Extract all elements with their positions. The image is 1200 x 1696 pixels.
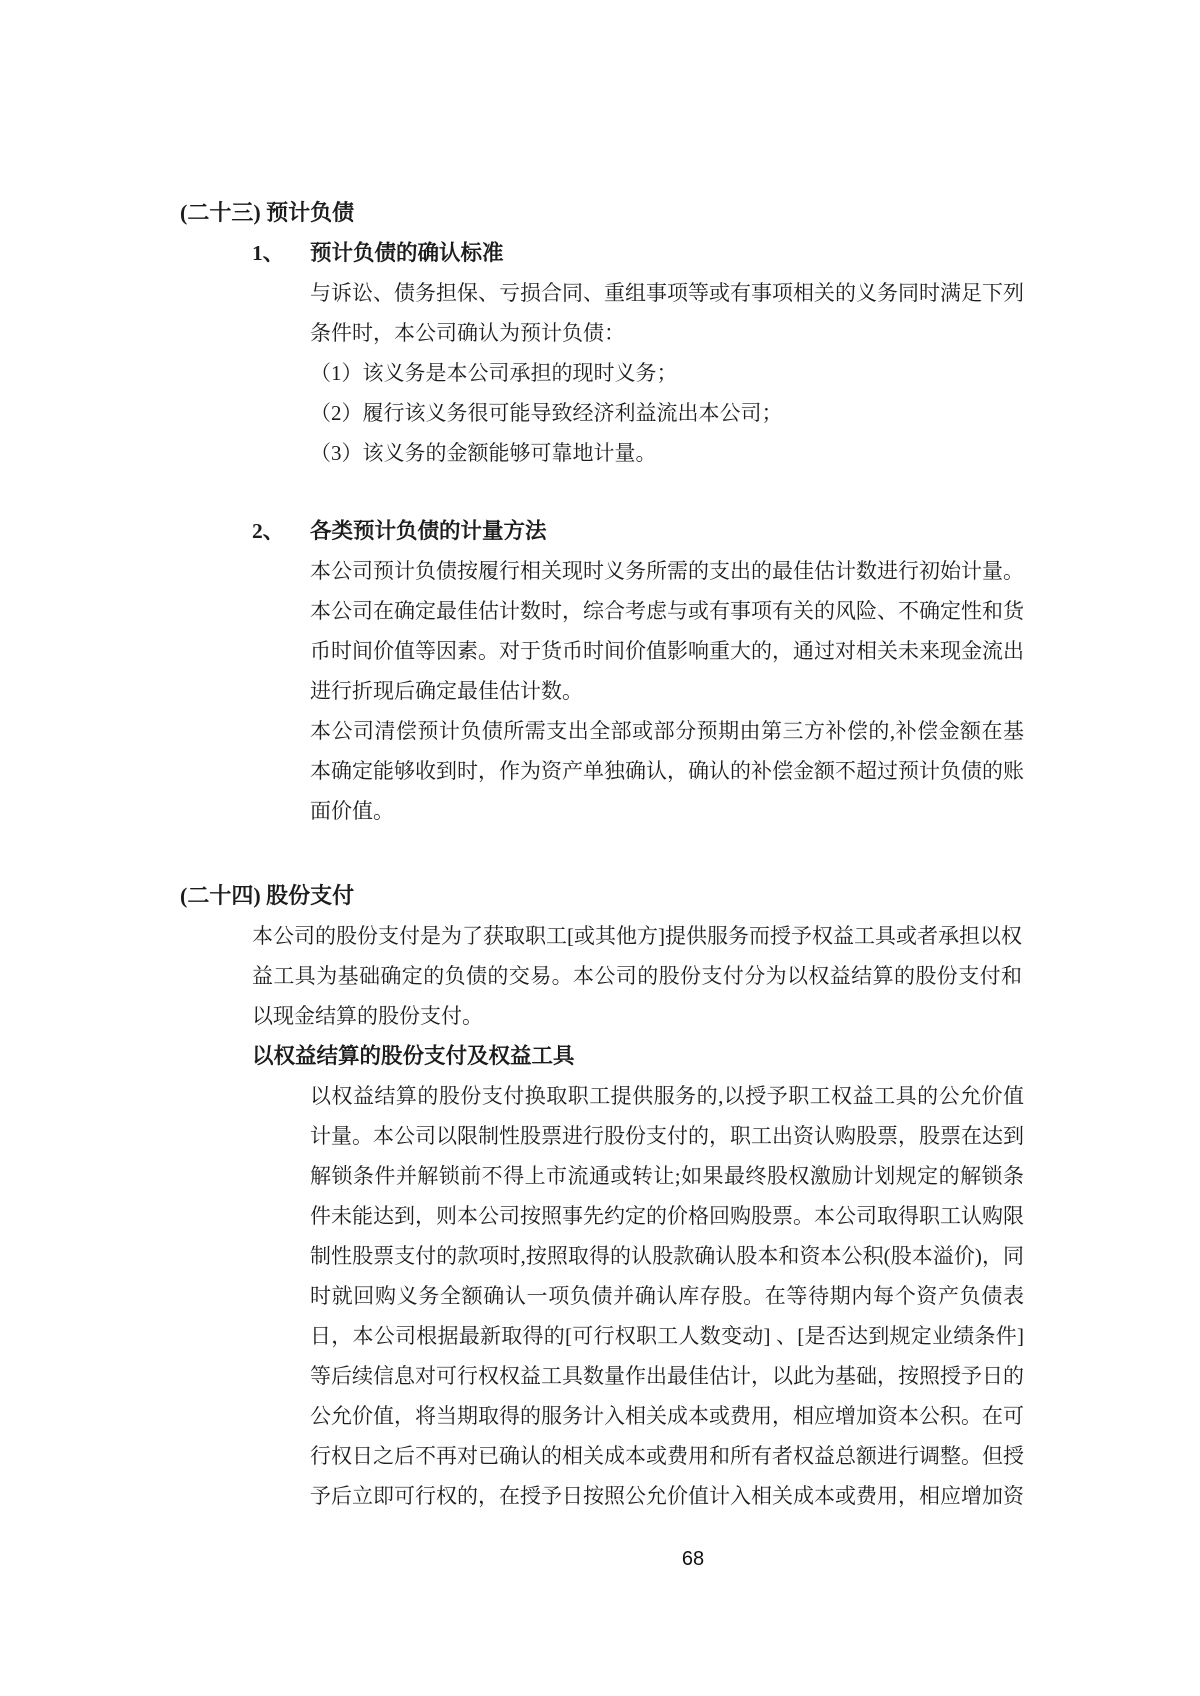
equity-settled-body-paragraph: 以权益结算的股份支付换取职工提供服务的,以授予职工权益工具的公允价值计量。本公司以限制性股票进行股份支付的，职工出资认购股票，股票在达到解锁条件并解锁前不得上市流通或转让;如果最终股权激励计划规定的解锁条件未能达到，则本公司按照事先约定的价格回购股票。本公司取得职工认购限制性股票支付的款项时,按照取得的认股款确认股本和资本公积(股本溢价)，同时就回购义务全额确认一项负债并确认库存股。在等待期内每个资产负债表日，本公司根据最新取得的[可行权职工人数变动] 、[是否达到规定业绩条件]等后续信息对可行权权益工具数量作出最佳估计，以此为基础，按照授予日的公允价值，将当期取得的服务计入相关成本或费用，相应增加资本公积。在可行权日之后不再对已确认的相关成本或费用和所有者权益总额进行调整。但授予后立即可行权的，在授予日按照公允价值计入相关成本或费用，相应增加资 bbox=[310, 1084, 1024, 1508]
criteria-list-item-2: （2）履行该义务很可能导致经济利益流出本公司； bbox=[310, 401, 783, 425]
measurement-paragraph-1: 本公司预计负债按履行相关现时义务所需的支出的最佳估计数进行初始计量。本公司在确定最佳估计数时，综合考虑与或有事项有关的风险、不确定性和货币时间价值等因素。对于货币时间价值影响重大的，通过对相关未来现金流出进行折现后确定最佳估计数。 bbox=[310, 559, 1024, 703]
section-23-heading: (二十三) 预计负债 bbox=[180, 200, 355, 225]
equity-settled-subheading: 以权益结算的股份支付及权益工具 bbox=[252, 1044, 575, 1068]
subsection-1-number: 1、 bbox=[252, 241, 285, 265]
page-number: 68 bbox=[681, 1548, 705, 1570]
measurement-paragraph-2: 本公司清偿预计负债所需支出全部或部分预期由第三方补偿的,补偿金额在基本确定能够收到时，作为资产单独确认，确认的补偿金额不超过预计负债的账面价值。 bbox=[310, 719, 1024, 823]
subsection-1-heading bbox=[252, 233, 1200, 273]
subsection-2-title: 各类预计负债的计量方法 bbox=[310, 519, 547, 543]
subsection-1-title: 预计负债的确认标准 bbox=[310, 241, 504, 265]
criteria-list-item-1: （1）该义务是本公司承担的现时义务； bbox=[310, 361, 678, 385]
share-payment-intro-paragraph: 本公司的股份支付是为了获取职工[或其他方]提供服务而授予权益工具或者承担以权益工具为基础确定的负债的交易。本公司的股份支付分为以权益结算的股份支付和以现金结算的股份支付。 bbox=[252, 924, 1022, 1028]
criteria-list-item-3: （3）该义务的金额能够可靠地计量。 bbox=[310, 441, 657, 465]
section-24-heading: (二十四) 股份支付 bbox=[180, 883, 355, 908]
subsection-2-number: 2、 bbox=[252, 519, 285, 543]
recognition-criteria-paragraph: 与诉讼、债务担保、亏损合同、重组事项等或有事项相关的义务同时满足下列条件时，本公司确认为预计负债： bbox=[310, 281, 1024, 345]
subsection-2-heading bbox=[252, 511, 1200, 551]
